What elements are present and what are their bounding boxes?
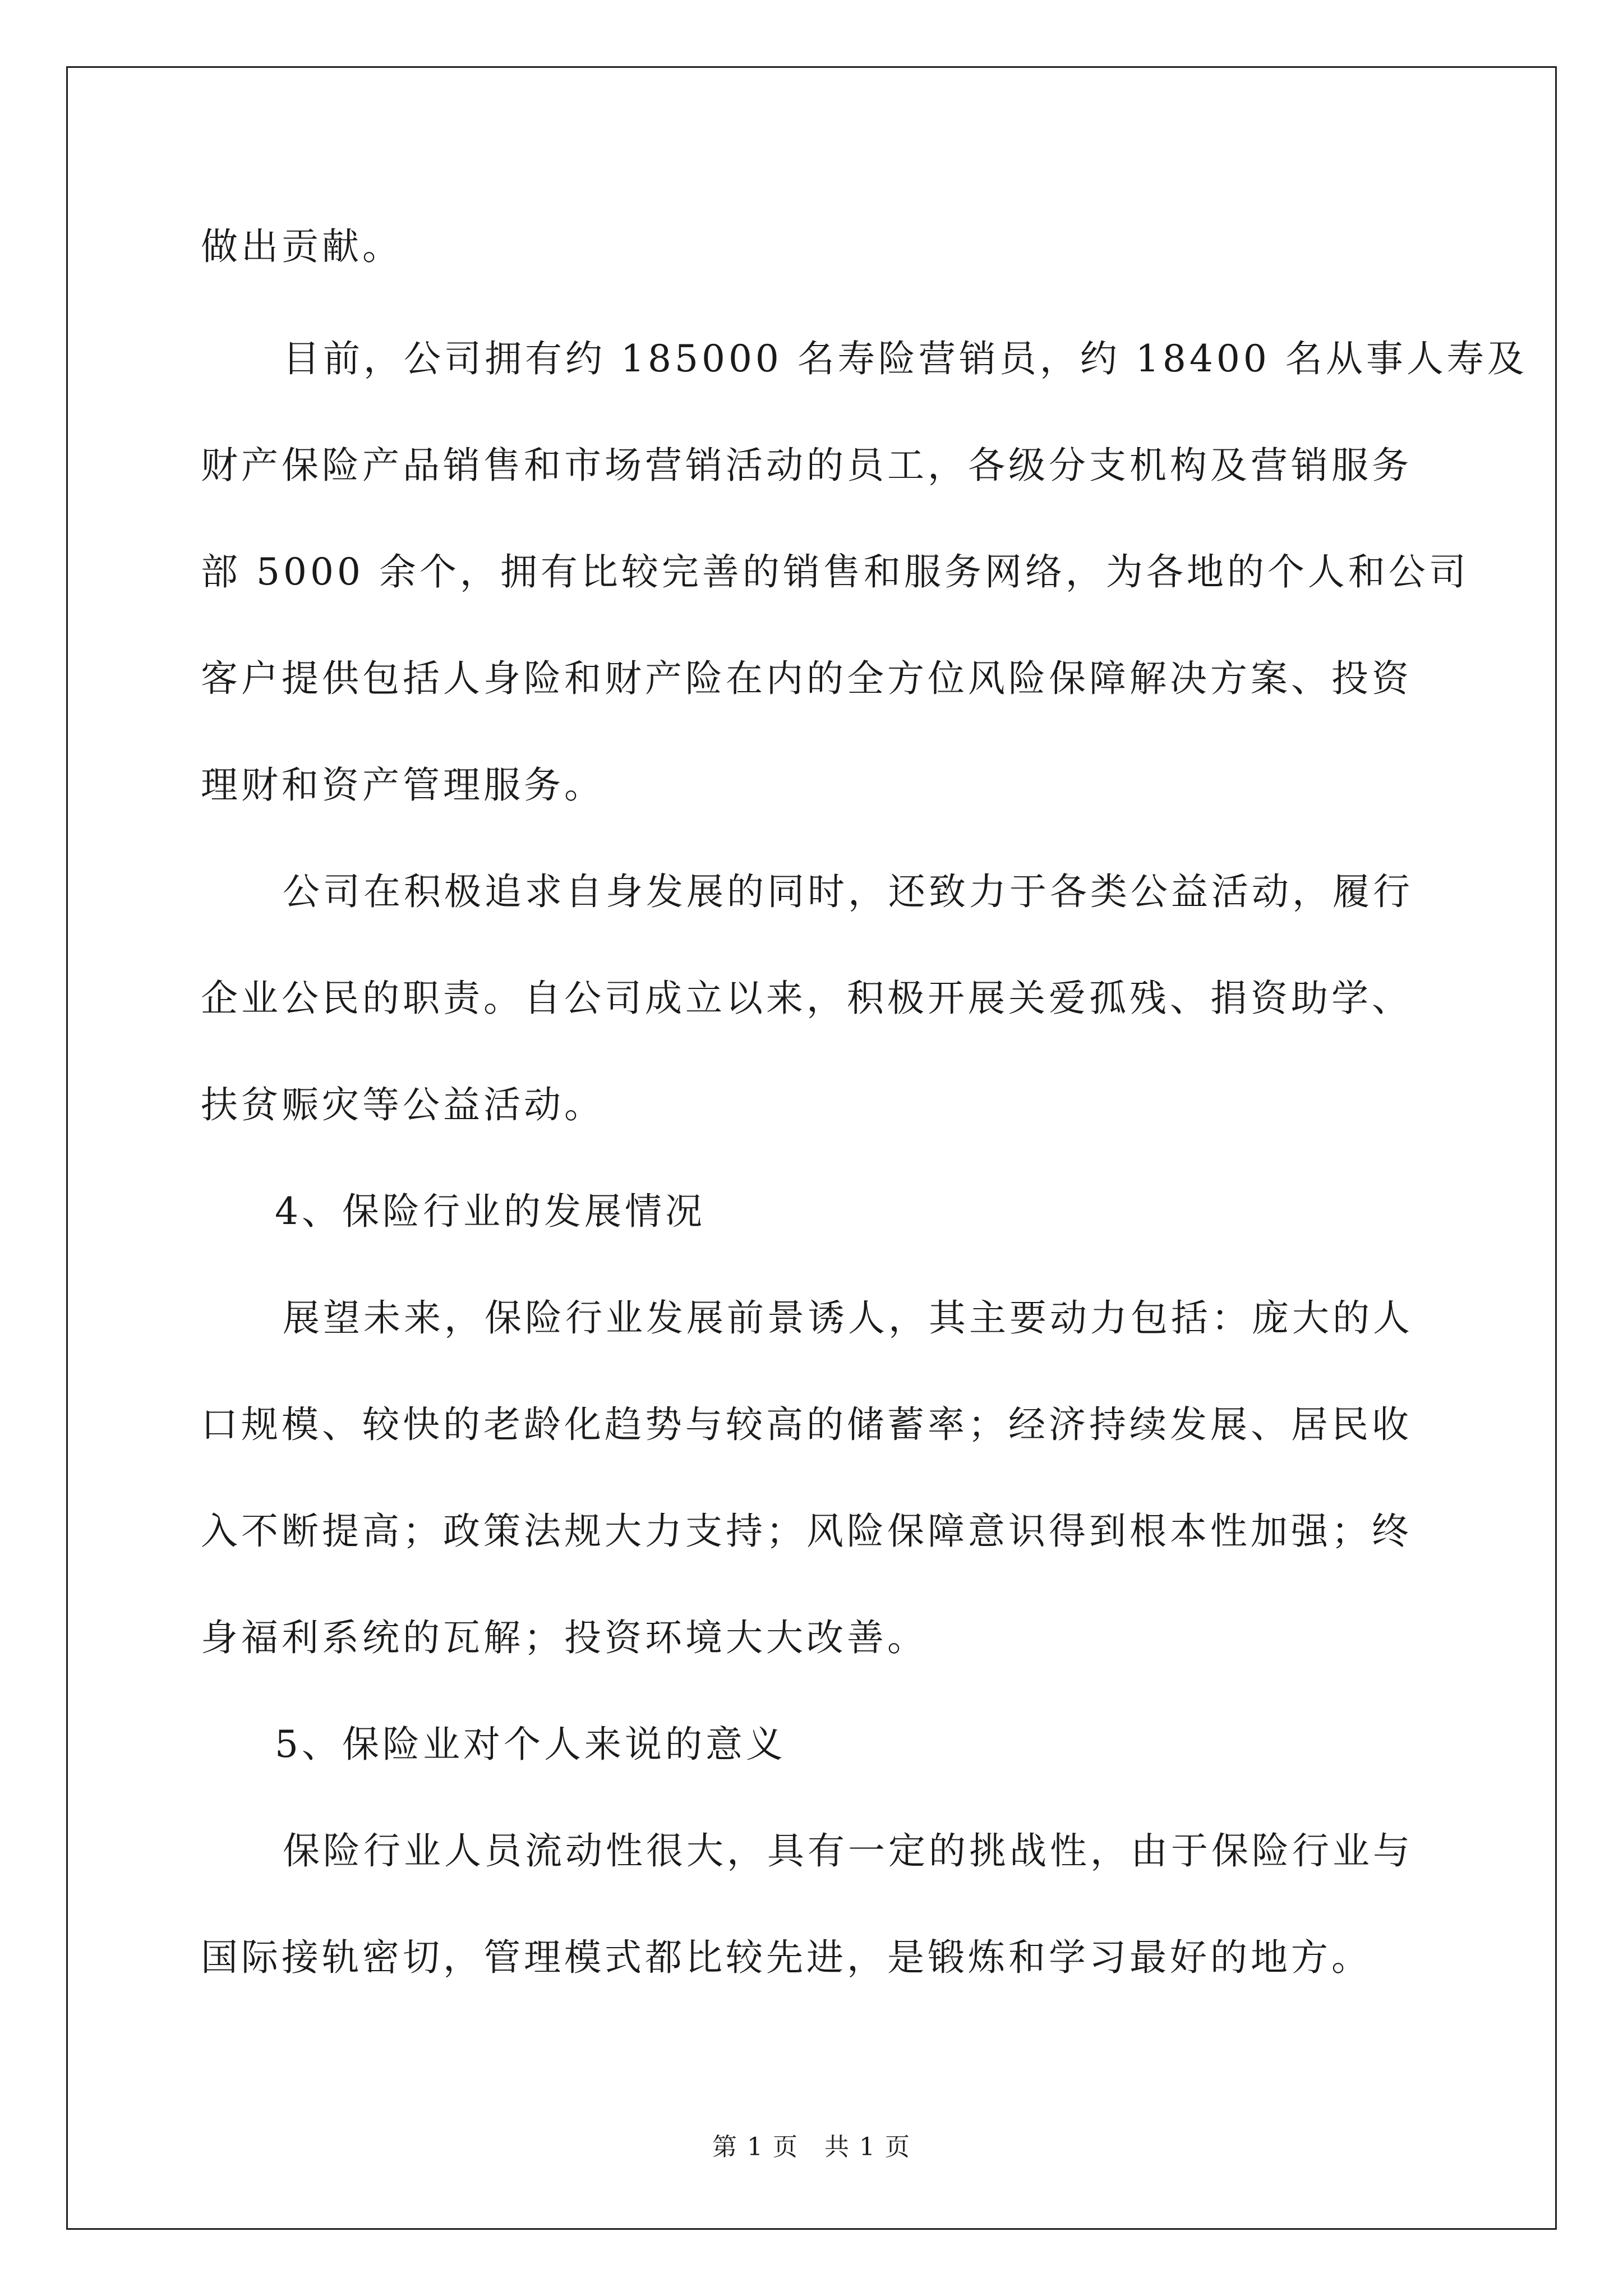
text-line: 企业公民的职责。自公司成立以来，积极开展关爱孤残、捐资助学、 [201,977,1412,1020]
text-line: 客户提供包括人身险和财产险在内的全方位风险保障解决方案、投资 [201,657,1412,700]
text-line: 目前，公司拥有约 185000 名寿险营销员，约 18400 名从事人寿及 [283,337,1528,380]
text-line: 身福利系统的瓦解；投资环境大大改善。 [201,1616,928,1659]
text-line: 入不断提高；政策法规大力支持；风险保障意识得到根本性加强；终 [201,1510,1412,1553]
text-line: 国际接轨密切，管理模式都比较先进，是锻炼和学习最好的地方。 [201,1936,1372,1979]
text-line: 公司在积极追求自身发展的同时，还致力于各类公益活动，履行 [283,870,1413,913]
text-line: 理财和资产管理服务。 [201,763,605,807]
section-heading: 4、保险行业的发展情况 [275,1190,706,1233]
section-heading: 5、保险业对个人来说的意义 [275,1723,786,1766]
text-line: 部 5000 余个，拥有比较完善的销售和服务网络，为各地的个人和公司 [201,550,1469,593]
text-line: 财产保险产品销售和市场营销活动的员工，各级分支机构及营销服务 [201,444,1412,487]
text-line: 展望未来，保险行业发展前景诱人，其主要动力包括：庞大的人 [283,1296,1413,1340]
page-border [66,66,1557,2230]
text-line: 扶贫赈灾等公益活动。 [201,1083,605,1126]
text-line: 口规模、较快的老龄化趋势与较高的储蓄率；经济持续发展、居民收 [201,1403,1412,1446]
page-footer: 第 1 页 共 1 页 [712,2133,911,2161]
text-line: 做出贡献。 [201,225,403,268]
text-line: 保险行业人员流动性很大，具有一定的挑战性，由于保险行业与 [283,1829,1413,1872]
